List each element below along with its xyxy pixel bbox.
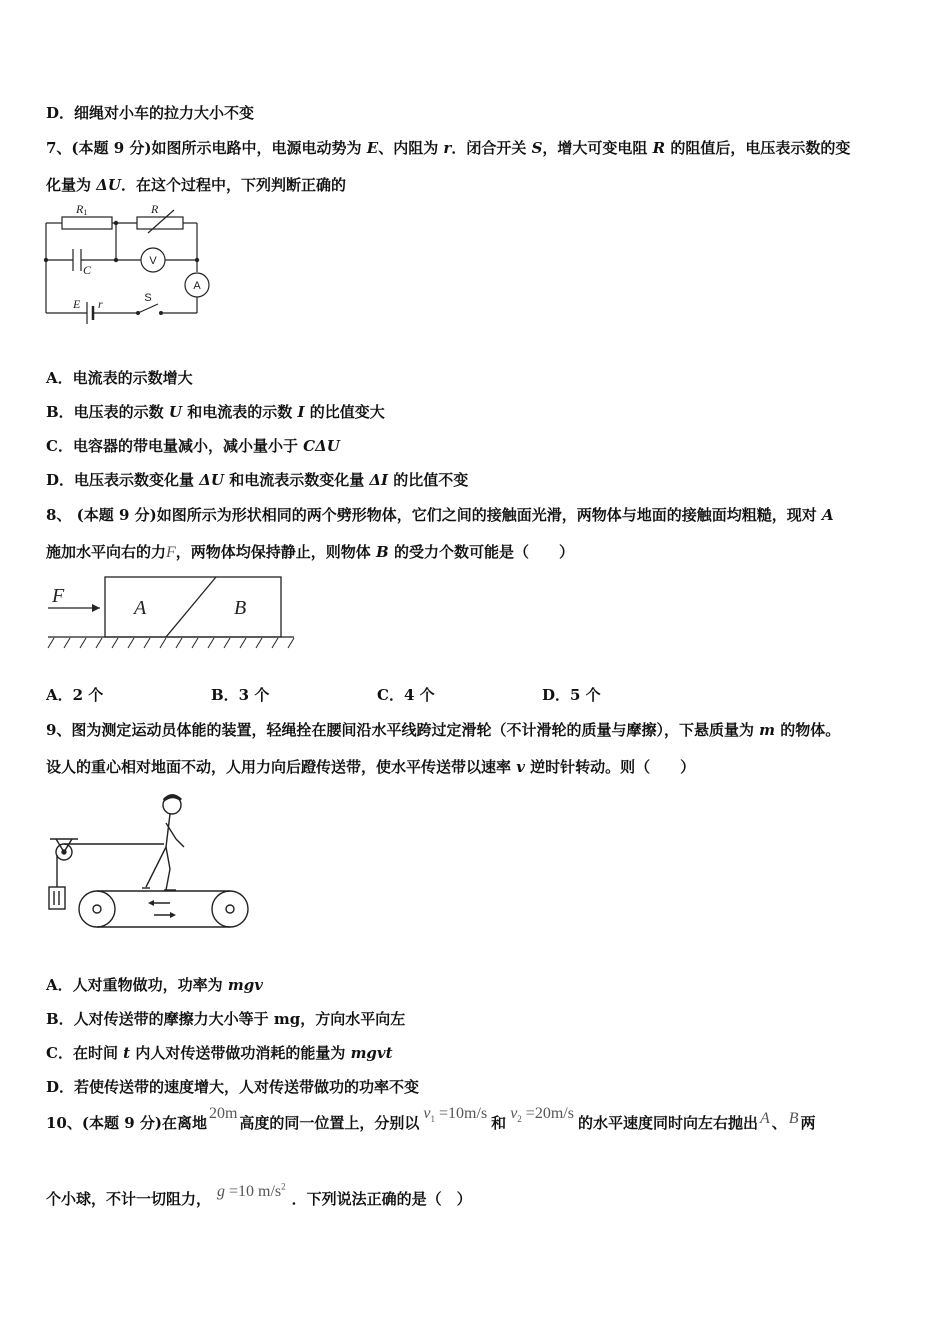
c-label: C [83,263,92,277]
q7-option-d: D．电压表示数变化量 ΔU 和电流表示数变化量 ΔI 的比值不变 [46,471,469,489]
g-value: g =10 $m/s^2$ [217,1181,286,1200]
q9-option-a: A．人对重物做功，功率为 mgv [46,976,263,994]
force-f-label: F [52,585,65,607]
q10-text-line1: 10、(本题 9 分)在离地20m高度的同一位置上，分别以$v_1 =10m/s$和$v_2 =20m/s$的水平速度同时向左右抛出 A 、 B 两 [46,1105,816,1132]
ammeter-label: A [193,280,201,292]
q8-option-a: A．2 个 [46,686,104,704]
switch-label: S [144,292,152,304]
q8-option-d: D．5 个 [542,686,601,704]
q9-treadmill-figure [42,787,252,937]
height-value: 20m [208,1105,238,1122]
e-label: E [73,297,81,311]
prev-option-d: D．细绳对小车的拉力大小不变 [46,104,255,122]
q7-text-line2: 化量为 ΔU．在这个过程中，下列判断正确的 [46,176,346,194]
q8-wedge-figure [44,572,299,652]
q9-text-line1: 9、图为测定运动员体能的装置，轻绳拴在腰间沿水平线跨过定滑轮（不计滑轮的质量与摩擦），下悬质量为 m 的物体。 [46,721,841,739]
internal-r-label: r [98,297,103,311]
q8-text-line1: 8、 (本题 9 分)如图所示为形状相同的两个劈形物体，它们之间的接触面光滑，两物体与地面的接触面均粗糙，现对 A [46,506,834,524]
block-a-label: A [134,597,147,619]
q9-option-b: B．人对传送带的摩擦力大小等于 mg，方向水平向左 [46,1010,406,1028]
q8-text-line2: 施加水平向右的力F，两物体均保持静止，则物体 B 的受力个数可能是（ ） [46,543,574,561]
voltmeter-label: V [149,255,157,267]
q9-text-line2: 设人的重心相对地面不动，人用力向后蹬传送带，使水平传送带以速率 v 逆时针转动。则（ ） [46,758,696,776]
q8-option-c: C．4 个 [377,686,435,704]
r-label: R [151,202,159,216]
q7-option-b: B．电压表的示数 U 和电流表的示数 I 的比值变大 [46,403,385,421]
r1-label: R1 [76,202,88,217]
q7-option-c: C．电容器的带电量减小，减小量小于 CΔU [46,437,340,455]
q9-option-d: D．若使传送带的速度增大，人对传送带做功的功率不变 [46,1078,420,1096]
q8-option-b: B．3 个 [211,686,270,704]
q7-circuit-figure [40,198,220,338]
q7-option-a: A．电流表的示数增大 [46,369,193,387]
q10-text-line2: 个小球，不计一切阻力， g =10 $m/s^2$．下列说法正确的是（ ） [46,1181,472,1208]
v1-value: $v_1 =10m/s$ [423,1105,488,1125]
q9-option-c: C．在时间 t 内人对传送带做功消耗的能量为 mgvt [46,1044,393,1062]
block-b-label: B [234,597,247,619]
q7-text-line1: 7、(本题 9 分)如图所示电路中，电源电动势为 E、内阻为 r．闭合开关 S，增大可变电阻 R 的阻值后，电压表示数的变 [46,139,851,157]
v2-value: $v_2 =20m/s$ [510,1105,574,1125]
